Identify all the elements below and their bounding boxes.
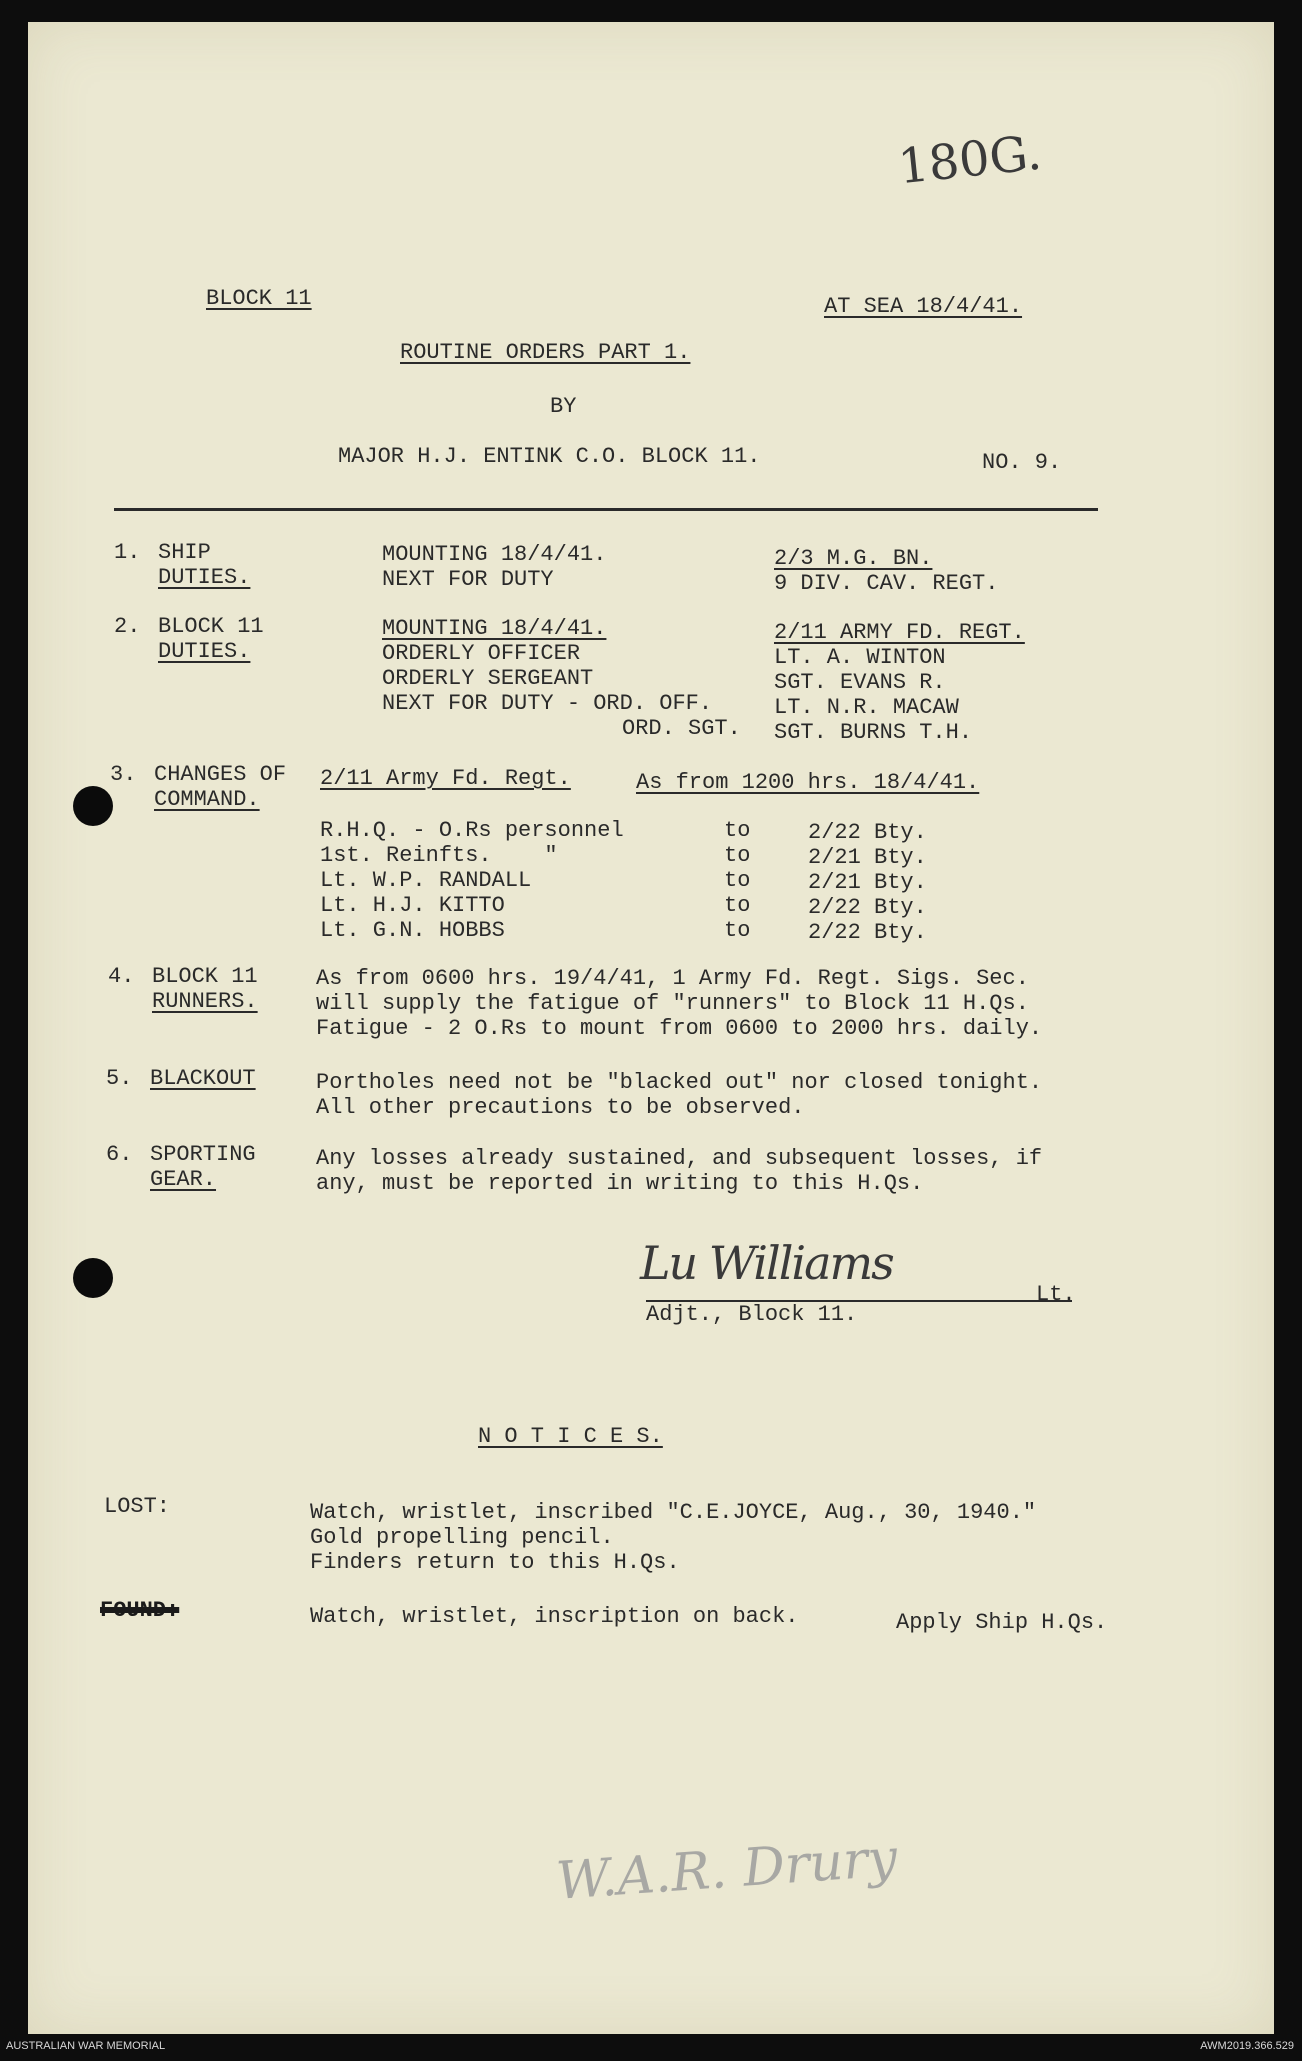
item-5-number: 5. <box>106 1066 133 1091</box>
item-3-row-to: to <box>724 843 751 868</box>
item-2-line: ORDERLY OFFICER <box>382 641 581 666</box>
item-2-line: ORDERLY SERGEANT <box>382 666 594 691</box>
by-label: BY <box>550 394 577 419</box>
document-title: ROUTINE ORDERS PART 1. <box>400 340 691 365</box>
item-1-number: 1. <box>114 540 141 565</box>
item-6-line: Any losses already sustained, and subsequent losses, if <box>316 1146 1043 1171</box>
block-label: BLOCK 11 <box>206 286 312 311</box>
item-3-row-who: 1st. Reinfts. " <box>320 843 558 868</box>
found-label: FOUND: <box>100 1598 180 1623</box>
item-3-effective: As from 1200 hrs. 18/4/41. <box>636 770 980 795</box>
item-4-line: will supply the fatigue of "runners" to Block 11 H.Qs. <box>316 991 1029 1016</box>
found-text: Watch, wristlet, inscription on back. <box>310 1604 799 1629</box>
item-3-row-to: to <box>724 918 751 943</box>
item-2-value: 2/11 ARMY FD. REGT. <box>774 620 1025 645</box>
item-4-line: Fatigue - 2 O.Rs to mount from 0600 to 2000 hrs. daily. <box>316 1016 1043 1041</box>
item-6-heading-line2: GEAR. <box>150 1167 217 1192</box>
item-1-heading-line1: SHIP <box>158 540 211 565</box>
punch-hole-bottom <box>73 1258 113 1298</box>
item-6-heading-line1: SPORTING <box>150 1142 256 1167</box>
item-4-heading-line1: BLOCK 11 <box>152 964 258 989</box>
item-2-value: LT. N.R. MACAW <box>774 695 959 720</box>
item-1-value: 9 DIV. CAV. REGT. <box>774 571 999 596</box>
item-2-number: 2. <box>114 614 141 639</box>
handwritten-annotation: 180G. <box>895 124 1045 196</box>
item-6-number: 6. <box>106 1142 133 1167</box>
item-3-row-to: to <box>724 868 751 893</box>
item-5-heading: BLACKOUT <box>150 1066 256 1091</box>
item-4-number: 4. <box>108 964 135 989</box>
item-2-line: MOUNTING 18/4/41. <box>382 616 607 641</box>
order-number: NO. 9. <box>982 450 1062 475</box>
signature-rank: Lt. <box>1036 1282 1076 1307</box>
item-3-row-dest: 2/22 Bty. <box>808 920 927 945</box>
item-1-line: NEXT FOR DUTY <box>382 567 554 592</box>
item-2-line: ORD. SGT. <box>622 716 741 741</box>
found-apply: Apply Ship H.Qs. <box>896 1610 1108 1635</box>
item-1-heading-line2: DUTIES. <box>158 565 251 590</box>
item-3-row-who: R.H.Q. - O.Rs personnel <box>320 818 624 843</box>
item-3-number: 3. <box>110 762 137 787</box>
item-1-line: MOUNTING 18/4/41. <box>382 542 607 567</box>
date-label: AT SEA 18/4/41. <box>824 294 1023 319</box>
item-3-row-dest: 2/21 Bty. <box>808 870 927 895</box>
item-3-row-who: Lt. G.N. HOBBS <box>320 918 505 943</box>
item-4-heading-line2: RUNNERS. <box>152 989 258 1014</box>
item-2-heading-line1: BLOCK 11 <box>158 614 264 639</box>
item-2-heading-line2: DUTIES. <box>158 639 251 664</box>
item-2-value: SGT. EVANS R. <box>774 670 946 695</box>
item-3-heading-line1: CHANGES OF <box>154 762 287 787</box>
item-2-value: SGT. BURNS T.H. <box>774 720 973 745</box>
signature-title: Adjt., Block 11. <box>646 1302 858 1327</box>
item-2-line: NEXT FOR DUTY - ORD. OFF. <box>382 691 713 716</box>
lost-label: LOST: <box>104 1494 171 1519</box>
footer-left: AUSTRALIAN WAR MEMORIAL <box>6 2040 166 2052</box>
lost-line: Finders return to this H.Qs. <box>310 1550 680 1575</box>
pencil-signature: W.A.R. Drury <box>554 1828 900 1912</box>
footer-right: AWM2019.366.529 <box>1200 2040 1294 2052</box>
item-5-line: All other precautions to be observed. <box>316 1095 805 1120</box>
item-1-value: 2/3 M.G. BN. <box>774 546 933 571</box>
item-5-line: Portholes need not be "blacked out" nor closed tonight. <box>316 1070 1043 1095</box>
item-3-row-dest: 2/21 Bty. <box>808 845 927 870</box>
lost-line: Watch, wristlet, inscribed "C.E.JOYCE, Aug., 30, 1940." <box>310 1500 1037 1525</box>
item-3-row-who: Lt. H.J. KITTO <box>320 893 505 918</box>
item-3-row-who: Lt. W.P. RANDALL <box>320 868 532 893</box>
item-3-row-dest: 2/22 Bty. <box>808 820 927 845</box>
item-2-value: LT. A. WINTON <box>774 645 946 670</box>
notices-heading: N O T I C E S. <box>478 1424 663 1449</box>
item-4-line: As from 0600 hrs. 19/4/41, 1 Army Fd. Regt. Sigs. Sec. <box>316 966 1029 991</box>
signature-scrawl: Lu Williams <box>640 1236 893 1290</box>
header-rule <box>114 508 1098 511</box>
lost-line: Gold propelling pencil. <box>310 1525 614 1550</box>
item-3-unit: 2/11 Army Fd. Regt. <box>320 766 571 791</box>
item-6-line: any, must be reported in writing to this H.Qs. <box>316 1171 924 1196</box>
item-3-row-to: to <box>724 818 751 843</box>
author-line: MAJOR H.J. ENTINK C.O. BLOCK 11. <box>338 444 761 469</box>
punch-hole-top <box>73 786 113 826</box>
item-3-row-to: to <box>724 893 751 918</box>
item-3-heading-line2: COMMAND. <box>154 787 260 812</box>
item-3-row-dest: 2/22 Bty. <box>808 895 927 920</box>
